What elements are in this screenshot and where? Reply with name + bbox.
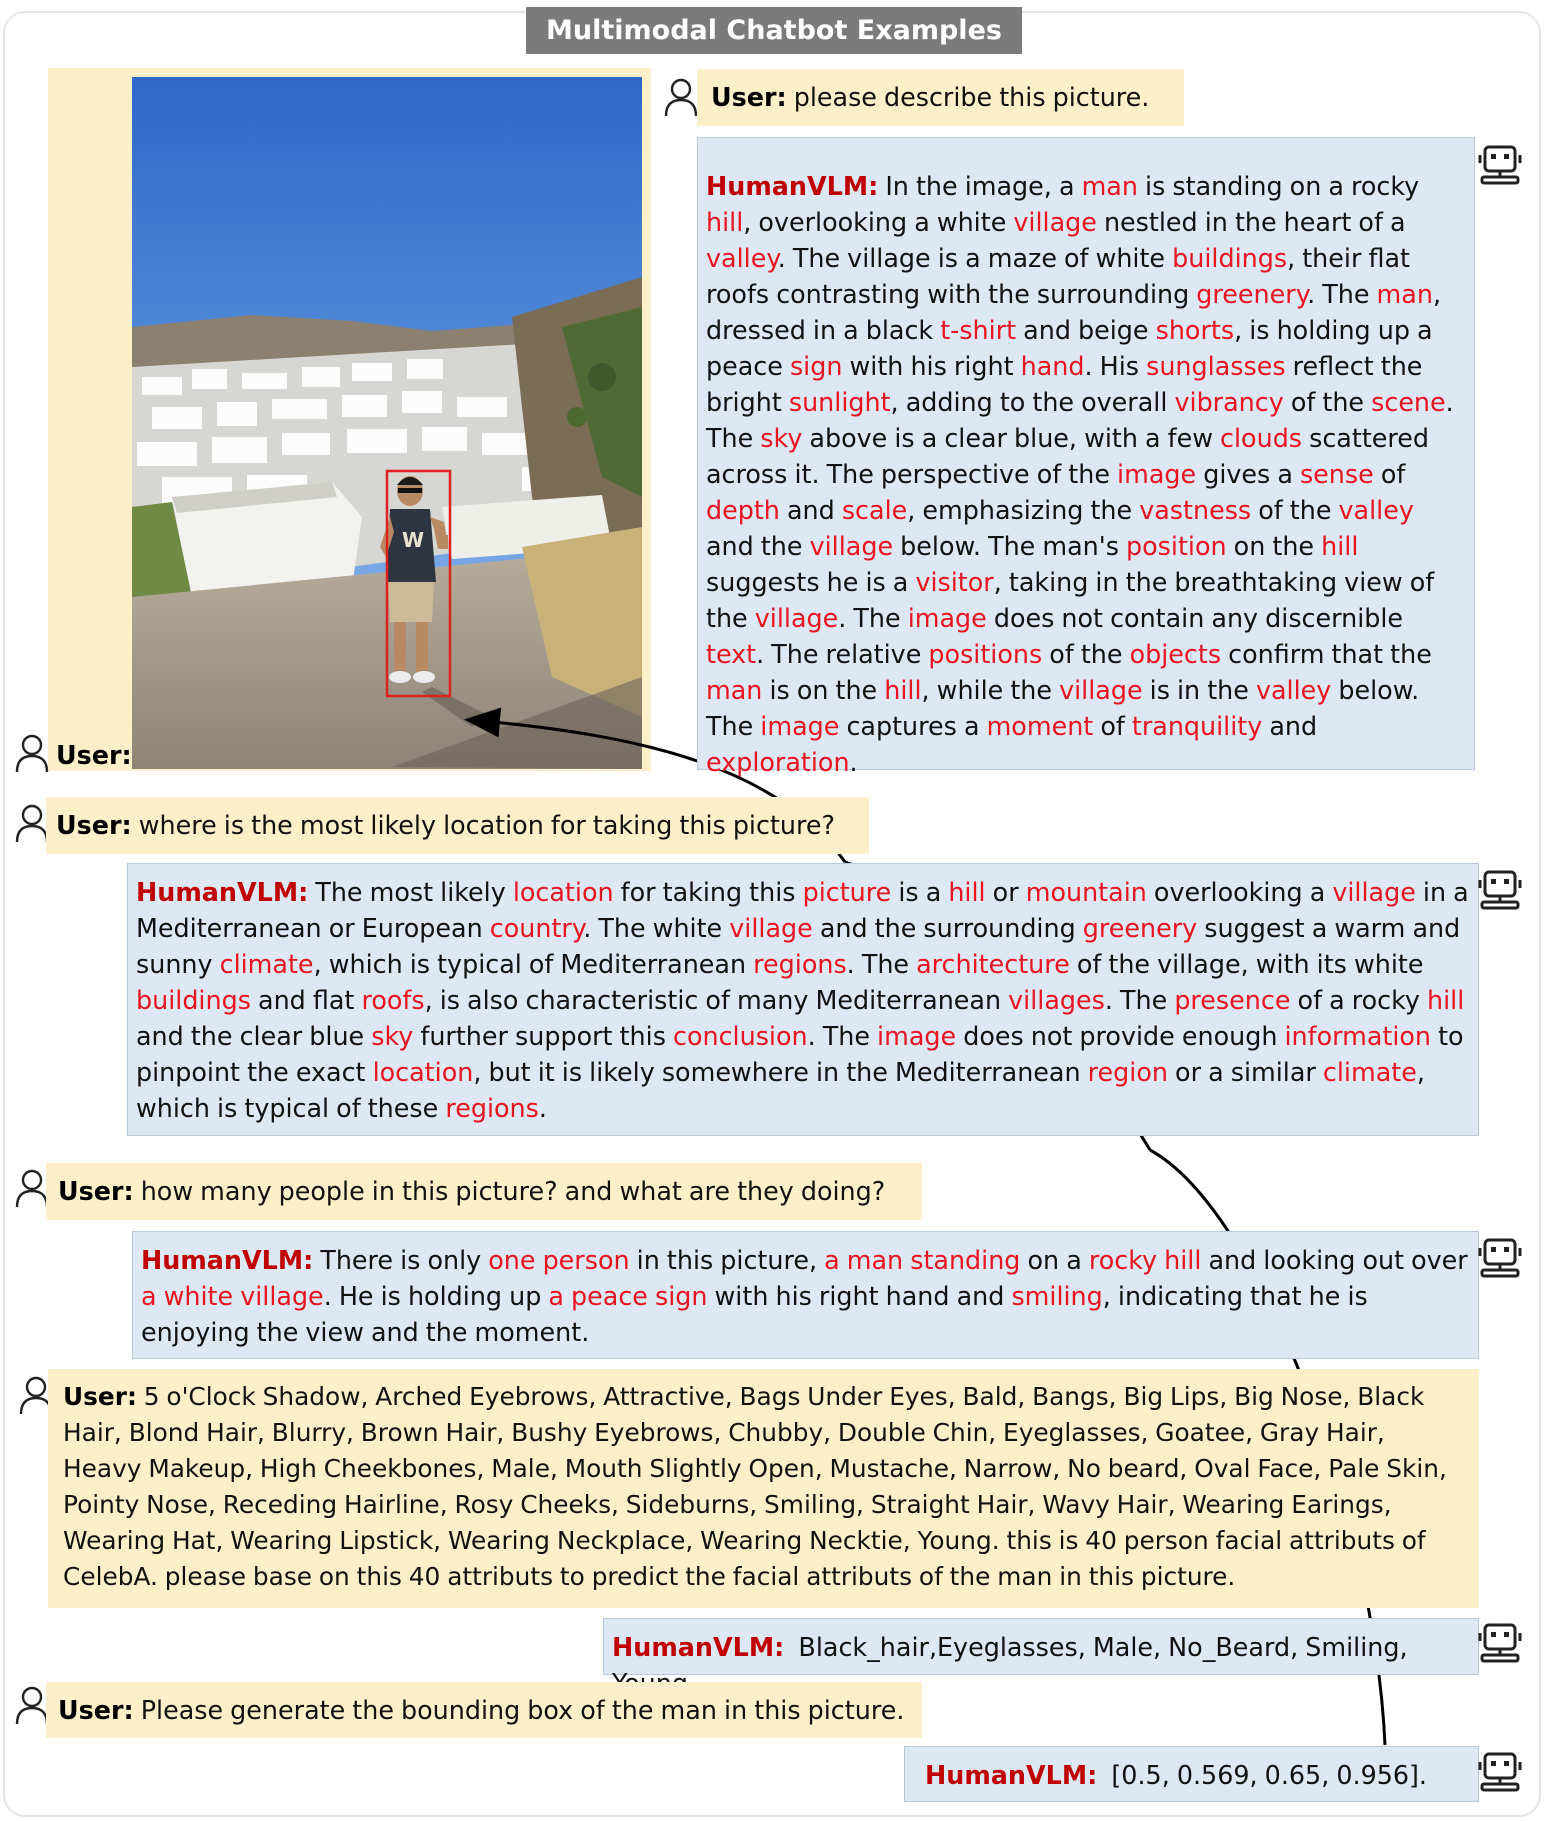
highlighted-term: image [1117,459,1197,489]
response-text: nestled in the heart of a [1096,207,1406,237]
response-text: . The [807,1021,878,1051]
user-message-5: User: Please generate the bounding box of the man in this picture. [46,1682,922,1738]
highlighted-term: hand [1020,351,1085,381]
highlighted-term: regions [753,949,847,979]
response-text: of the [1283,387,1372,417]
response-text: The most likely [308,877,513,907]
response-text: . His [1084,351,1147,381]
highlighted-term: positions [928,639,1043,669]
response-text: In the image, a [878,171,1082,201]
highlighted-term: valley [706,243,778,273]
user-avatar-icon [15,733,49,777]
highlighted-term: sky [760,423,803,453]
robot-icon [1477,141,1523,191]
highlighted-term: a peace sign [548,1281,708,1311]
response-text: is a [891,877,949,907]
response-text: in this picture, [629,1245,825,1275]
user-avatar-icon [15,1168,49,1212]
response-text: and [1262,711,1318,741]
response-text: , their flat roofs contrasting with the surrounding [706,243,1410,309]
response-text: . The [838,603,908,633]
response-text: below. The man's [893,531,1127,561]
response-text: , indicating that he is enjoying the view and the moment. [141,1281,1368,1347]
bot-message-text [136,877,1469,1123]
highlighted-term: text [706,639,757,669]
highlighted-term: rocky hill [1088,1245,1202,1275]
response-text: with his right [842,351,1021,381]
highlighted-term: hill [884,675,922,705]
highlighted-term: t-shirt [940,315,1017,345]
response-text: , is also characteristic of many Mediterranean [424,985,1009,1015]
highlighted-term: image [760,711,840,741]
highlighted-term: climate [219,949,314,979]
response-text: , adding to the overall [890,387,1175,417]
highlighted-term: visitor [915,567,994,597]
highlighted-term: village [1332,877,1416,907]
response-text: of a rocky [1290,985,1427,1015]
user-avatar-icon [15,803,49,847]
bot-message-5: HumanVLM: [0.5, 0.569, 0.65, 0.956]. [904,1746,1479,1802]
response-text: . The [1307,279,1377,309]
response-text: with his right hand and [707,1281,1012,1311]
response-text: captures a [839,711,987,741]
highlighted-term: buildings [136,985,251,1015]
highlighted-term: man [1081,171,1138,201]
highlighted-term: man [1376,279,1433,309]
response-text: . The [706,387,1454,453]
response-text: . The white [583,913,730,943]
robot-icon [1477,1748,1523,1798]
highlighted-term: country [489,913,584,943]
response-text: and [779,495,842,525]
highlighted-term: information [1284,1021,1432,1051]
highlighted-term: picture [802,877,892,907]
response-text: is on the [762,675,885,705]
response-text: , but it is likely somewhere in the Mediterranean [473,1057,1088,1087]
highlighted-term: village [809,531,894,561]
highlighted-term: sunlight [788,387,891,417]
highlighted-term: buildings [1172,243,1288,273]
highlighted-term: presence [1174,985,1291,1015]
user-avatar-icon [15,1685,49,1729]
response-text: further support this [413,1021,673,1051]
response-text: for taking this [613,877,803,907]
response-text: does not contain any discernible [986,603,1404,633]
response-text: suggests he is a [706,567,916,597]
response-text: confirm that the [1221,639,1432,669]
highlighted-term: hill [1321,531,1359,561]
response-text: suggest a warm and sunny [136,913,1461,979]
highlighted-term: hill [948,877,986,907]
highlighted-term: greenery [1082,913,1198,943]
response-text: and the [706,531,810,561]
highlighted-term: one person [488,1245,630,1275]
response-text: of the village, with its white [1069,949,1424,979]
highlighted-term: village [1013,207,1097,237]
highlighted-term: image [907,603,987,633]
highlighted-term: scene [1371,387,1446,417]
response-text: in a Mediterranean or European [136,877,1469,943]
highlighted-term: mountain [1025,877,1147,907]
highlighted-term: moment [986,711,1094,741]
highlighted-term: villages [1008,985,1105,1015]
highlighted-term: exploration [706,747,850,777]
highlighted-term: a white village [141,1281,324,1311]
highlighted-term: conclusion [673,1021,808,1051]
response-text: or a similar [1167,1057,1323,1087]
highlighted-term: village [1059,675,1143,705]
highlighted-term: climate [1322,1057,1417,1087]
response-text: , dressed in a black [706,279,1442,345]
response-text: . The [846,949,917,979]
response-text: . The village is a maze of white [777,243,1173,273]
response-text: above is a clear blue, with a few [802,423,1221,453]
highlighted-term: scale [841,495,908,525]
svg-text:W: W [402,528,425,552]
bot-message-text [706,171,1454,777]
highlighted-term: location [512,877,614,907]
response-text: and beige [1016,315,1156,345]
response-text: , which is typical of Mediterranean [313,949,754,979]
bot-message-3: HumanVLM: There is only one person in this picture, a man standing on a rocky hill and looking out over a white village. He is holding up a peace sign with his right hand and smiling, indicating that he is enjoying the view and the moment. [132,1231,1479,1359]
highlighted-term: location [372,1057,474,1087]
highlighted-term: sense [1299,459,1374,489]
highlighted-term: image [877,1021,957,1051]
response-text: to pinpoint the exact [136,1021,1464,1087]
response-text: . [538,1093,547,1123]
response-text: , which is typical of these [136,1057,1425,1123]
highlighted-term: objects [1129,639,1222,669]
highlighted-term: sky [371,1021,414,1051]
response-text: on a [1020,1245,1089,1275]
response-text: of the [1042,639,1130,669]
robot-icon [1477,1234,1523,1284]
highlighted-term: valley [1338,495,1414,525]
bot-message-1: HumanVLM: In the image, a man is standing on a rocky hill, overlooking a white village nestled in the heart of a valley. The village is a maze of white buildings, their flat roofs contrasting with the surrounding greenery. The man, dressed in a black t-shirt and beige shorts, is holding up a peace sign with his right hand. His sunglasses reflect the bright sunlight, adding to the overall vibrancy of the scene. The sky above is a clear blue, with a few clouds scattered across it. The perspective of the image gives a sense of depth and scale, emphasizing the vastness of the valley and the village below. The man's position on the hill suggests he is a visitor, taking in the breathtaking view of the village. The image does not contain any discernible text. The relative positions of the objects confirm that the man is on the hill, while the village is in the valley below. The image captures a moment of tranquility and exploration. [697,137,1475,770]
highlighted-term: hill [706,207,744,237]
response-text: . He is holding up [323,1281,549,1311]
highlighted-term: sign [789,351,843,381]
highlighted-term: regions [445,1093,539,1123]
response-text: , is holding up a peace [706,315,1433,381]
response-text: and the surrounding [812,913,1083,943]
highlighted-term: a man standing [824,1245,1021,1275]
response-text: scattered across it. The perspective of the [706,423,1430,489]
response-text: , while the [921,675,1060,705]
highlighted-term: man [706,675,763,705]
highlighted-term: sunglasses [1146,351,1286,381]
response-text: . [849,747,858,777]
highlighted-term: position [1126,531,1227,561]
bot-message-2: HumanVLM: The most likely location for taking this picture is a hill or mountain overlooking a village in a Mediterranean or European country. The white village and the surrounding greenery suggest a warm and sunny climate, which is typical of Mediterranean regions. The architecture of the village, with its white buildings and flat roofs, is also characteristic of many Mediterranean villages. The presence of a rocky hill and the clear blue sky further support this conclusion. The image does not provide enough information to pinpoint the exact location, but it is likely somewhere in the Mediterranean region or a similar climate, which is typical of these regions. [127,863,1479,1136]
response-text: on the [1226,531,1322,561]
response-text: is standing on a rocky [1137,171,1420,201]
response-text: , taking in the breathtaking view of the [706,567,1435,633]
response-text: does not provide enough [956,1021,1285,1051]
user-message-4: User: 5 o'Clock Shadow, Arched Eyebrows, Attractive, Bags Under Eyes, Bald, Bangs, Big Lips, Big Nose, Black Hair, Blond Hair, Blurry, Brown Hair, Bushy Eyebrows, Chubby, Double Chin, Eyeglasses, Goatee, Gray Hair, Heavy Makeup, High Cheekbones, Male, Mouth Slightly Open, Mustache, Narrow, No beard, Oval Face, Pale Skin, Pointy Nose, Receding Hairline, Rosy Cheeks, Sideburns, Smiling, Straight Hair, Wavy Hair, Wearing Earings, Wearing Hat, Wearing Lipstick, Wearing Neckplace, Wearing Necktie, Young. this is 40 person facial attributs of CelebA. please base on this 40 attributs to predict the facial attributs of the man in this picture. [48,1369,1479,1608]
response-text: , overlooking a white [743,207,1014,237]
robot-icon [1477,866,1523,916]
response-text: of the [1251,495,1339,525]
highlighted-term: smiling [1011,1281,1103,1311]
user-avatar-icon [664,77,698,121]
highlighted-term: roofs [361,985,425,1015]
robot-icon [1477,1619,1523,1669]
highlighted-term: depth [706,495,780,525]
response-text: gives a [1196,459,1300,489]
user-message-3: User: how many people in this picture? and what are they doing? [46,1163,922,1220]
user-message-1: User: please describe this picture. [697,69,1184,126]
response-text: , emphasizing the [907,495,1140,525]
response-text: . The [1104,985,1175,1015]
response-text: There is only [313,1245,489,1275]
response-text: and flat [250,985,362,1015]
bot-message-4: HumanVLM: Black_hair,Eyeglasses, Male, No_Beard, Smiling, [603,1618,1479,1675]
highlighted-term: hill [1427,985,1465,1015]
highlighted-term: tranquility [1131,711,1263,741]
figure-title: Multimodal Chatbot Examples [526,7,1022,54]
response-text: of [1373,459,1406,489]
highlighted-term: clouds [1220,423,1303,453]
highlighted-term: vibrancy [1174,387,1284,417]
response-text: overlooking a [1146,877,1333,907]
response-text: . The relative [756,639,929,669]
response-text: reflect the bright [706,351,1423,417]
highlighted-term: valley [1255,675,1332,705]
image-user-label: User: [56,740,132,770]
highlighted-term: village [729,913,813,943]
user-message-2: User: where is the most likely location for taking this picture? [46,797,869,854]
response-text: and looking out over [1201,1245,1468,1275]
response-text: is in the [1142,675,1256,705]
response-text: below. The [706,675,1420,741]
response-text: and the clear blue [136,1021,372,1051]
highlighted-term: vastness [1139,495,1252,525]
highlighted-term: shorts [1155,315,1235,345]
response-text: of [1093,711,1132,741]
highlighted-term: village [754,603,839,633]
highlighted-term: region [1087,1057,1168,1087]
bot-message-text [141,1245,1468,1347]
highlighted-term: architecture [916,949,1070,979]
highlighted-term: greenery [1196,279,1308,309]
response-text: or [985,877,1026,907]
